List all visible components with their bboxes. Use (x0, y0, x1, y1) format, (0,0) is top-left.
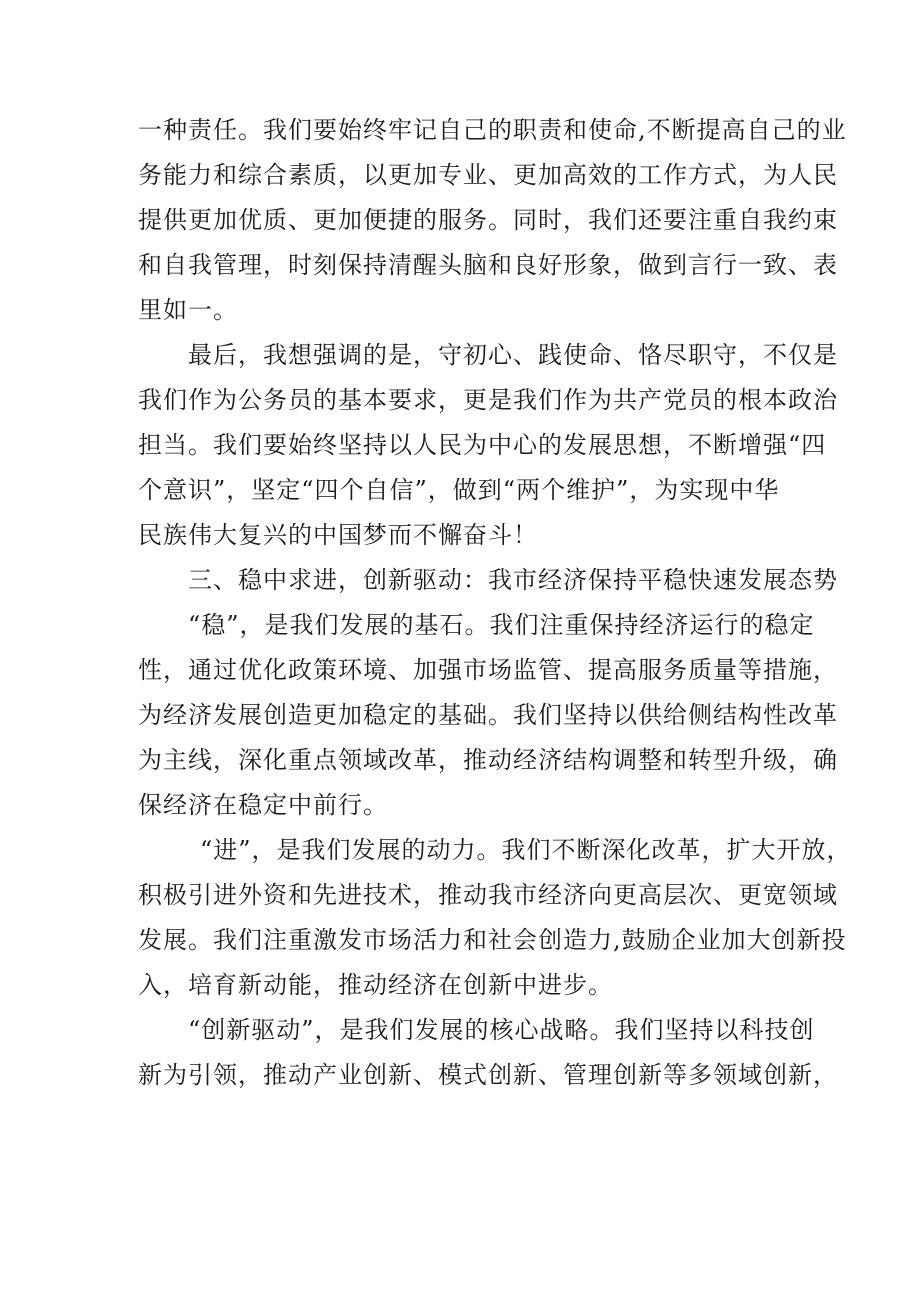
text-line: 为经济发展创造更加稳定的基础。我们坚持以供给侧结构性改革 (138, 701, 838, 729)
text-line: 我们作为公务员的基本要求，更是我们作为共产党员的根本政治 (138, 386, 838, 414)
text-line: 积极引进外资和先进技术，推动我市经济向更高层次、更宽领域 (138, 881, 838, 909)
text-line: “进”，是我们发展的动力。我们不断深化改革，扩大开放， (200, 836, 852, 864)
paragraph-responsibility (138, 108, 847, 333)
text-line: 民族伟大复兴的中国梦而不懈奋斗！ (138, 521, 538, 549)
text-line: 个意识”，坚定“四个自信”，做到“两个维护”，为实现中华 (138, 476, 780, 504)
text-line: 保经济在稳定中前行。 (138, 791, 388, 819)
paragraph-innovation (138, 1008, 838, 1098)
text-line: 为主线，深化重点领域改革，推动经济结构调整和转型升级，确 (138, 746, 838, 774)
text-line: “稳”，是我们发展的基石。我们注重保持经济运行的稳定 (188, 611, 815, 639)
heading-line: 三、稳中求进，创新驱动：我市经济保持平稳快速发展态势 (188, 566, 838, 594)
paragraph-progress (138, 828, 852, 1008)
text-line: 里如一。 (138, 296, 238, 324)
text-line: 入，培育新动能，推动经济在创新中进步。 (138, 971, 613, 999)
text-line: 一种责任。我们要始终牢记自己的职责和使命,不断提高自己的业 (138, 116, 847, 144)
text-line: 最后，我想强调的是，守初心、践使命、恪尽职守，不仅是 (188, 341, 838, 369)
text-line: 担当。我们要始终坚持以人民为中心的发展思想，不断增强“四 (138, 431, 827, 459)
document-body (138, 108, 852, 1098)
text-line: 新为引领，推动产业创新、模式创新、管理创新等多领域创新， (138, 1061, 838, 1089)
text-line: “创新驱动”，是我们发展的核心战略。我们坚持以科技创 (188, 1016, 815, 1044)
text-line: 和自我管理，时刻保持清醒头脑和良好形象，做到言行一致、表 (138, 251, 838, 279)
paragraph-stability (138, 603, 838, 828)
text-line: 提供更加优质、更加便捷的服务。同时，我们还要注重自我约束 (138, 206, 838, 234)
text-line: 性，通过优化政策环境、加强市场监管、提高服务质量等措施， (138, 656, 838, 684)
section-heading-3 (138, 558, 838, 603)
text-line: 发展。我们注重激发市场活力和社会创造力,鼓励企业加大创新投 (138, 926, 847, 954)
text-line: 务能力和综合素质，以更加专业、更加高效的工作方式，为人民 (138, 161, 838, 189)
paragraph-conclusion (138, 333, 838, 558)
